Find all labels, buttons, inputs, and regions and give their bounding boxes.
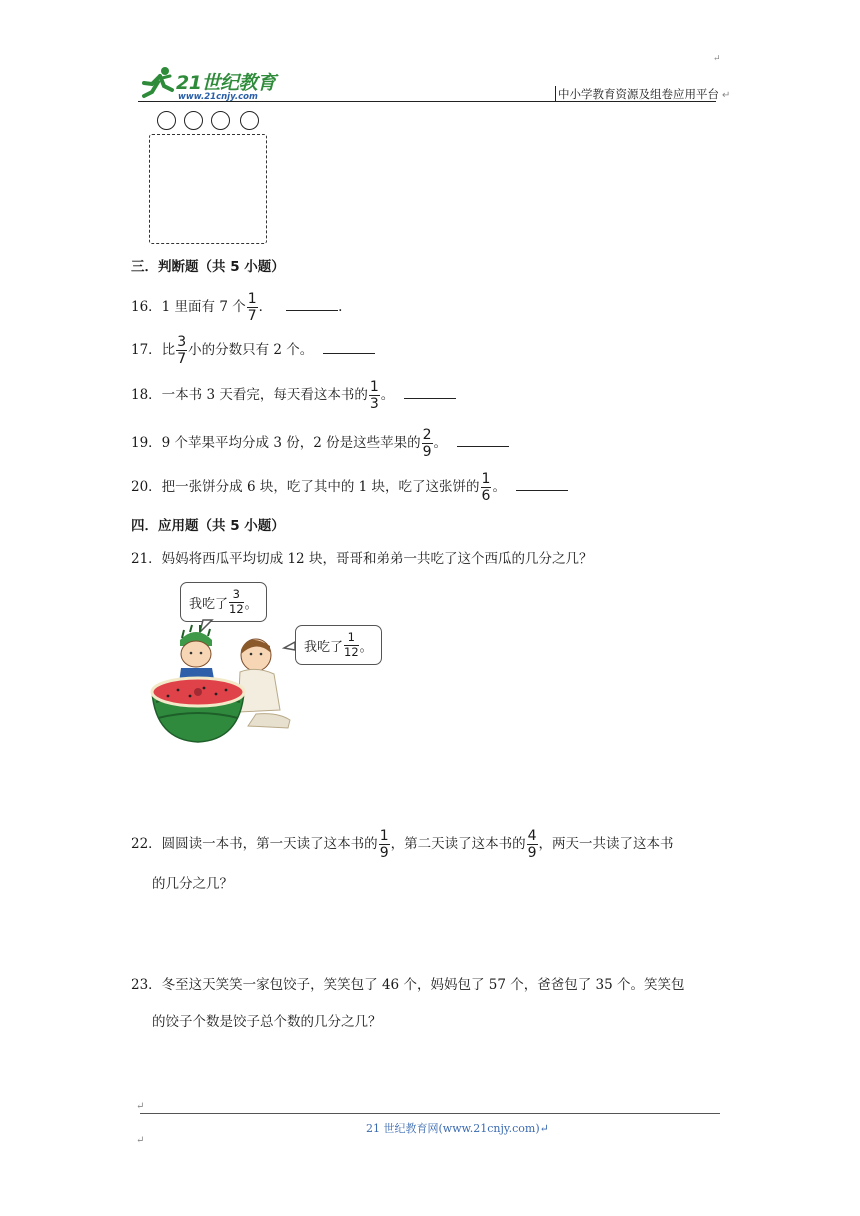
platform-label: 中小学教育资源及组卷应用平台 [558,87,719,101]
section4-title: 四．应用题（共 5 小题） [131,518,285,534]
question-20: 20．把一张饼分成 6 块，吃了其中的 1 块，吃了这张饼的 $\frac{1}{6}$ 。 [131,472,568,503]
corner-mark: ↵ [713,54,721,64]
dotted-drawing-box [149,134,267,244]
question-19: 19．9 个苹果平均分成 3 份，2 份是这些苹果的 $\frac{2}{9}$ 。 [131,428,509,459]
fraction-1-6: $\frac{1}{6}$ [481,471,491,504]
footer-text: 21 世纪教育网(www.21cnjy.com)↵ [366,1122,549,1135]
question-17: 17．比 $\frac{3}{7}$ 小的分数只有 2 个。 [131,335,375,366]
question-16: 16．1 里面有 7 个 $\frac{1}{7}$ ． . [131,291,343,324]
fraction-3-12: $\frac{3}{12}$ [229,587,244,616]
platform-text [555,86,730,102]
circle-2 [184,111,203,130]
fraction-1-3: $\frac{1}{3}$ [369,379,379,412]
watermelon-illustration [148,580,398,745]
question-21: 21．妈妈将西瓜平均切成 12 块，哥哥和弟弟一共吃了这个西瓜的几分之几？ [131,551,593,567]
circle-3 [211,111,230,130]
footer-mark-top: ↵ [136,1101,145,1112]
circle-4 [240,111,259,130]
logo-url: www.21cnjy.com [178,92,258,102]
question-22: 22．圆圆读一本书，第一天读了这本书的 $\frac{1}{9}$ ，第二天读了这本书的 $\frac{4}{9}$ ，两天一共读了这本书 [131,828,674,861]
logo [138,66,278,104]
fraction-1-9: $\frac{1}{9}$ [379,828,389,861]
logo-text: 21世纪教育 [176,72,276,94]
footer-rule [140,1113,720,1114]
circle-1 [157,111,176,130]
speech-bubble-younger-brother: 我吃了 $\frac{1}{12}$ 。 [295,625,382,665]
speech-bubble-older-brother: 我吃了 $\frac{3}{12}$ 。 [180,582,267,622]
fraction-4-9: $\frac{4}{9}$ [527,828,537,861]
answer-blank-19[interactable] [457,434,509,447]
question-22-line2: 的几分之几？ [152,876,233,892]
fraction-1-12: $\frac{1}{12}$ [344,630,359,659]
question-23: 23．冬至这天笑笑一家包饺子，笑笑包了 46 个，妈妈包了 57 个，爸爸包了 35 个。笑笑包 [131,977,685,993]
question-23-line2: 的饺子个数是饺子总个数的几分之几？ [152,1014,382,1030]
section3-title: 三．判断题（共 5 小题） [131,259,285,275]
fraction-1-7: $\frac{1}{7}$ [247,291,257,324]
answer-blank-20[interactable] [516,478,568,491]
header [0,0,860,110]
answer-blank-16[interactable] [286,298,338,311]
answer-blank-17[interactable] [323,341,375,354]
question-18: 18．一本书 3 天看完，每天看这本书的 $\frac{1}{3}$ 。 [131,380,456,411]
answer-blank-18[interactable] [404,386,456,399]
fraction-3-7: $\frac{3}{7}$ [177,334,187,367]
fraction-2-9: $\frac{2}{9}$ [422,427,432,460]
runner-icon [138,66,178,100]
footer-mark-bottom: ↵ [136,1135,145,1146]
paragraph-mark: ↵ [722,90,731,101]
